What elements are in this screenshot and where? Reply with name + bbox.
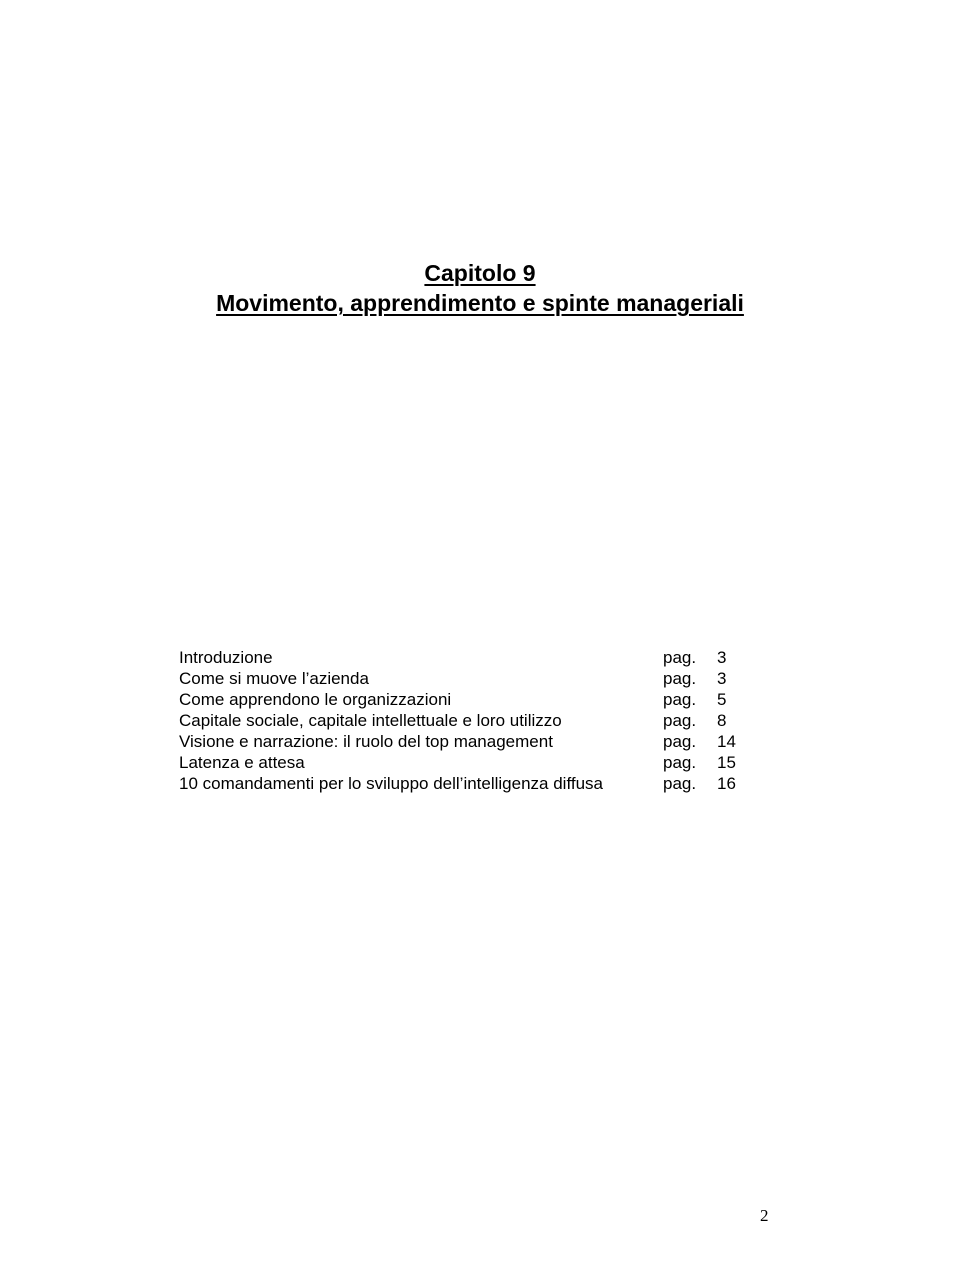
toc-entry-pag: pag. (663, 690, 697, 709)
toc-entry-label: Come apprendono le organizzazioni (179, 690, 452, 709)
toc-entry-page: 3 (717, 648, 727, 667)
toc-entry-page: 15 (717, 753, 736, 772)
toc-entry-pag: pag. (663, 753, 697, 772)
toc-entry-label: 10 comandamenti per lo sviluppo dell’intelligenza diffusa (179, 774, 604, 793)
toc-entry-label: Capitale sociale, capitale intellettuale e loro utilizzo (179, 711, 562, 730)
toc-entry (179, 731, 759, 752)
toc-entry-page: 8 (717, 711, 727, 730)
toc-entry-pag: pag. (663, 774, 697, 793)
chapter-title: Movimento, apprendimento e spinte manageriali (216, 290, 744, 316)
toc-entry (179, 710, 759, 731)
toc-entry-pag: pag. (663, 711, 697, 730)
toc-entry-page: 16 (717, 774, 736, 793)
chapter-number: Capitolo 9 (424, 260, 536, 286)
toc-entry-page: 3 (717, 669, 727, 688)
toc-entry-pag: pag. (663, 669, 697, 688)
toc-entry-label: Visione e narrazione: il ruolo del top management (179, 732, 553, 751)
toc-entry (179, 647, 759, 668)
toc-entry (179, 689, 759, 710)
toc-entry-pag: pag. (663, 648, 697, 667)
page-number: 2 (760, 1206, 769, 1225)
toc-entry-page: 14 (717, 732, 736, 751)
toc-entry (179, 752, 759, 773)
toc-entry-label: Latenza e attesa (179, 753, 305, 772)
chapter-heading (0, 258, 960, 318)
table-of-contents (179, 647, 759, 794)
toc-entry-label: Come si muove l’azienda (179, 669, 369, 688)
toc-entry-pag: pag. (663, 732, 697, 751)
toc-entry-label: Introduzione (179, 648, 273, 667)
toc-entry (179, 773, 759, 794)
toc-entry (179, 668, 759, 689)
toc-entry-page: 5 (717, 690, 727, 709)
